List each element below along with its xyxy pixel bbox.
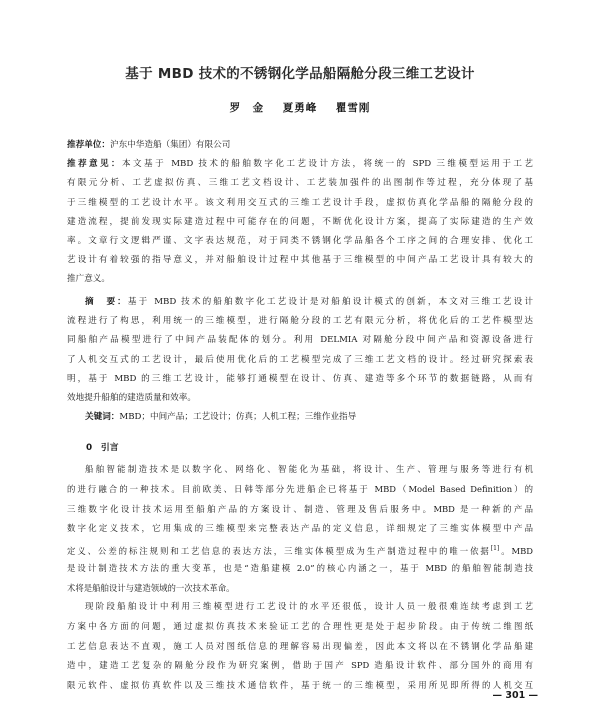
body-line: 方案中各方面的问题，通过虚拟仿真技术来验证工艺的合理性更是处于起步阶段。由于传统二维图纸 <box>67 620 533 631</box>
body-line: 的进行融合的一种技术。目前欧美、日韩等部分先进船企已将基于 MBD（Model Based Definition）的 <box>67 483 533 494</box>
body-line: 三维数字化设计技术运用至船舶产品的方案设计、制造、管理及售后服务中。MBD 是一种新的产品 <box>67 503 533 514</box>
paper-title: 基于 MBD 技术的不锈钢化学品船隔舱分段三维工艺设计 <box>125 66 475 82</box>
body-line: 是设计制造技术方法的重大变革，也是“造船建模 2.0”的核心内涵之一，基于 MBD 的船舶智能制造技 <box>67 562 533 573</box>
keywords-value: MBD；中间产品；工艺设计；仿真；人机工程；三维作业指导 <box>119 412 357 423</box>
body-line: 定义、公差的标注规则和工艺信息的表达方法，三维实体模型成为生产制造过程中的唯一依据[1]。MBD <box>67 545 533 556</box>
affiliation-value: 沪东中华造船（集团）有限公司 <box>109 140 231 150</box>
section-heading: 0 引言 <box>86 443 119 453</box>
recommendation-block <box>67 136 533 290</box>
author-name: 夏勇峰 <box>282 102 318 114</box>
recommendation-line: 建造流程，提前发现实际建造过程中可能存在的问题，不断优化设计方案，提高了实际建造的生产效 <box>67 216 533 227</box>
author-name: 罗 金 <box>229 102 265 114</box>
citation: [1] <box>490 545 500 553</box>
abstract-line: 了人机交互式的工艺设计，最后使用优化后的工艺模型完成了三维工艺文档的设计。经过研究探索表 <box>67 354 533 365</box>
recommendation-line: 有限元分析、工艺虚拟仿真、三维工艺文档设计、工艺装加强件的出图制作等过程，充分体现了基 <box>67 178 533 189</box>
body-line: 造中，建造工艺复杂的隔舱分段作为研究案例，借助于国产 SPD 造船设计软件、部分国外的商用有 <box>67 660 533 671</box>
recommendation-line: 于三维模型的工艺设计水平。该文利用交互式的三维工艺设计手段，虚拟仿真化学品船的隔舱分段的 <box>67 197 533 208</box>
body-line: 数字化定义技术，它用集成的三维模型来完整表达产品的定义信息，详细规定了三维实体模型中产品 <box>67 523 533 534</box>
recommendation-line: 推荐意见：本文基于 MBD 技术的船舶数字化工艺设计方法，将统一的 SPD 三维模型运用于工艺 <box>67 159 533 170</box>
body-line: 限元软件、虚拟仿真软件以及三维技术通信软件，基于统一的三维模型，采用所见即所得的人机交互 <box>67 680 533 691</box>
body-line: 船舶智能制造技术是以数字化、网络化、智能化为基础，将设计、生产、管理与服务等进行有机 <box>85 464 533 474</box>
keywords-label: 关键词： <box>85 412 120 423</box>
body-line: 工艺信息表达不直观，施工人员对图纸信息的理解容易出现偏差，因此本文将以在不锈钢化学品船建 <box>67 640 533 651</box>
recommendation-line: 率。文章行文逻辑严谨、文字表达规范，对于同类不锈钢化学品船各个工序之间的合理安排、优化工 <box>67 235 533 246</box>
body-line: 术将是船舶设计与建造领域的一次技术革命。 <box>67 582 235 593</box>
abstract-line: 摘 要：基于 MBD 技术的船舶数字化工艺设计是对船舶设计模式的创新，本文对三维工艺设计 <box>85 297 533 307</box>
affiliation-label: 推荐单位： <box>67 140 110 150</box>
paragraph <box>67 460 533 599</box>
author-name: 瞿雪刚 <box>335 102 371 114</box>
paragraph <box>67 597 533 696</box>
page-number: — 301 — <box>492 690 538 701</box>
body-line: 现阶段船舶设计中利用三维模型进行工艺设计的水平还很低，设计人员一般很难连续考虑到工艺 <box>85 601 533 611</box>
recommendation-line: 艺设计有着较强的指导意义，并对船舶设计过程中其他基于三维模型的中间产品工艺设计具有较大的 <box>67 255 533 266</box>
abstract-line: 效地提升船舶的建造质量和效率。 <box>67 392 196 403</box>
keywords-line <box>67 408 533 427</box>
recommendation-line: 推广意义。 <box>67 274 110 285</box>
abstract-line: 同船舶产品模型进行了中间产品装配体的划分。利用 DELMIA 对隔舱分段中间产品和资源设备进行 <box>67 335 533 346</box>
abstract-line: 流程进行了构思，利用统一的三维模型，进行隔舱分段的工艺有限元分析，将优化后的工艺件模型达 <box>67 316 533 327</box>
author-list <box>0 100 600 115</box>
recommendation-label: 推荐意见： <box>67 159 123 170</box>
abstract-label: 摘 要： <box>85 297 128 307</box>
abstract-block <box>67 293 533 427</box>
affiliation-line <box>67 136 533 155</box>
abstract-line: 明，基于 MBD 的三维工艺设计，能够打通模型在设计、仿真、建造等多个环节的数据链路，从而有 <box>67 373 533 384</box>
